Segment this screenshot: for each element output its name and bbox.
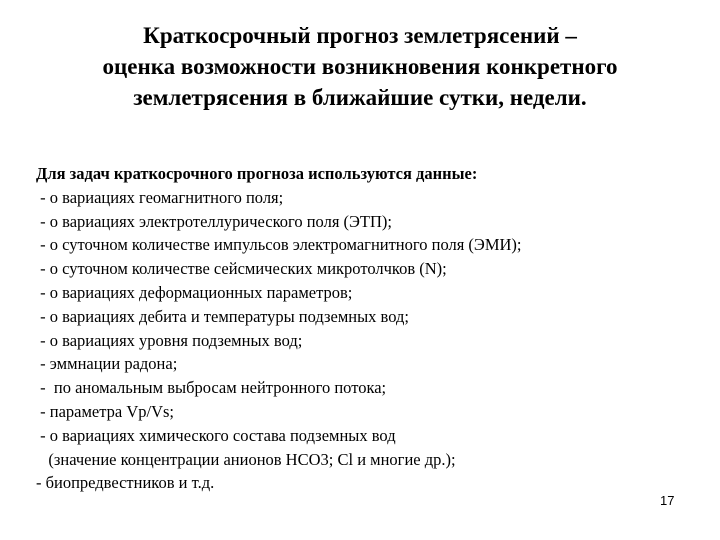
list-item: - о вариациях дебита и температуры подземных вод;: [36, 306, 409, 326]
list-item: - эммнации радона;: [36, 354, 178, 374]
list-item: - о вариациях деформационных параметров;: [36, 282, 353, 302]
title-line-2: оценка возможности возникновения конкретного: [102, 54, 618, 79]
page-number: 17: [660, 493, 675, 508]
slide-title: [20, 20, 700, 113]
list-item: - о суточном количестве сейсмических микротолчков (N);: [36, 259, 447, 279]
list-item: - о вариациях геомагнитного поля;: [36, 187, 284, 207]
slide-body: [36, 162, 706, 495]
list-item: - биопредвестников и т.д.: [36, 473, 215, 493]
list-item: - о суточном количестве импульсов электромагнитного поля (ЭМИ);: [36, 235, 522, 255]
intro-text: Для задач краткосрочного прогноза используются данные:: [36, 164, 478, 183]
list-item: - о вариациях уровня подземных вод;: [36, 330, 303, 350]
list-item: (значение концентрации анионов НСО3; Cl и многие др.);: [36, 449, 456, 469]
title-line-3: землетрясения в ближайшие сутки, недели.: [133, 85, 587, 110]
list-item: - по аномальным выбросам нейтронного потока;: [36, 378, 387, 398]
list-item: - параметра Vp/Vs;: [36, 401, 175, 421]
list-item: - о вариациях электротеллурического поля (ЭТП);: [36, 211, 392, 231]
title-line-1: Краткосрочный прогноз землетрясений –: [143, 23, 577, 48]
list-item: - о вариациях химического состава подземных вод: [36, 425, 396, 445]
